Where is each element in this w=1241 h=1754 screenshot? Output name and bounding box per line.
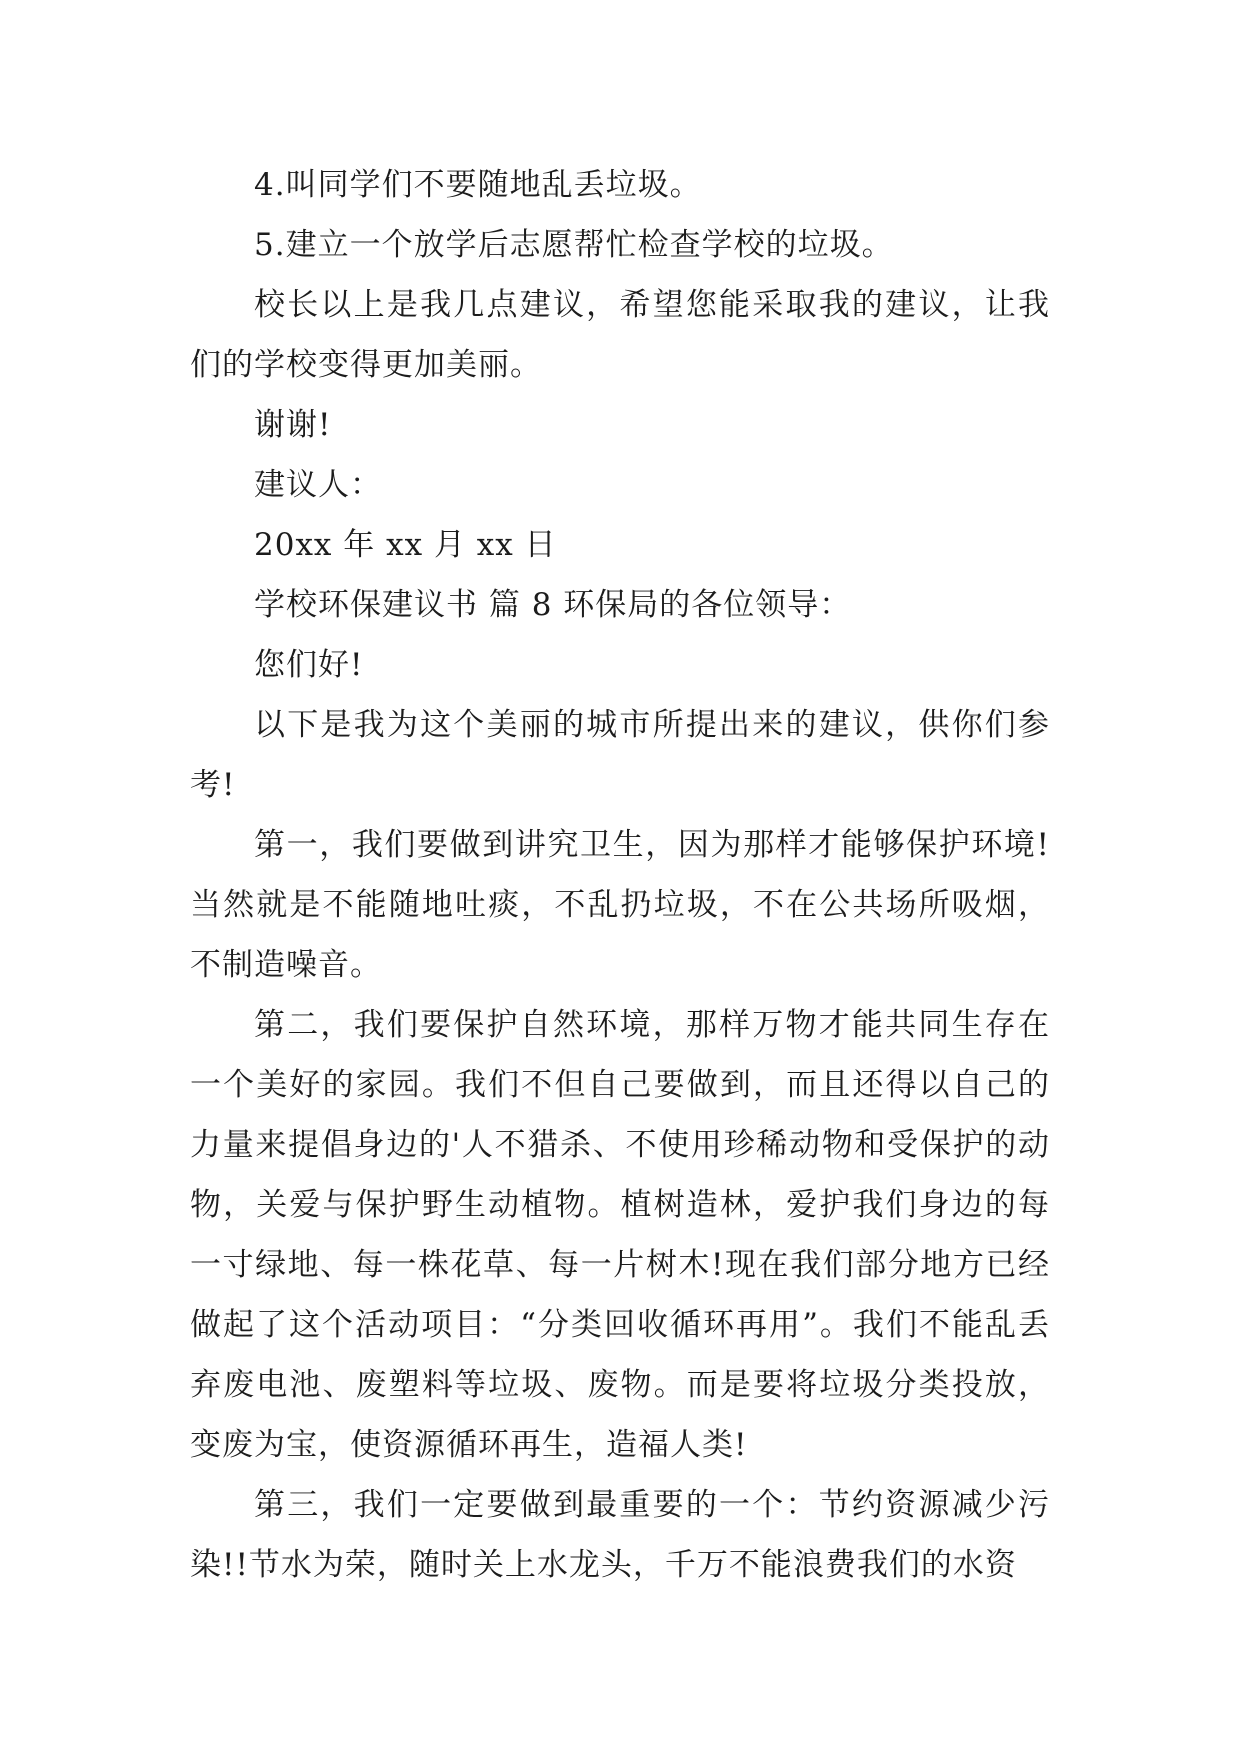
paragraph-intro: 以下是我为这个美丽的城市所提出来的建议，供你们参考! <box>190 707 1050 803</box>
paragraph-item-4: 4.叫同学们不要随地乱丢垃圾。 <box>254 167 702 203</box>
document-body <box>190 155 1050 1595</box>
paragraph-thanks: 谢谢! <box>254 407 332 443</box>
paragraph-signer: 建议人： <box>254 467 382 503</box>
paragraph-section-heading: 学校环保建议书 篇 8 环保局的各位领导： <box>254 587 852 623</box>
paragraph-point-two: 第二，我们要保护自然环境，那样万物才能共同生存在一个美好的家园。我们不但自己要做到，而且还得以自己的力量来提倡身边的'人不猎杀、不使用珍稀动物和受保护的动物，关爱与保护野生动植物。植树造林，爱护我们身边的每一寸绿地、每一株花草、每一片树木!现在我们部分地方已经做起了这个活动项目：“分类回收循环再用”。我们不能乱丢弃废电池、废塑料等垃圾、废物。而是要将垃圾分类投放，变废为宝，使资源循环再生，造福人类! <box>190 1007 1050 1463</box>
paragraph-date: 20xx 年 xx 月 xx 日 <box>254 527 557 563</box>
paragraph-greeting: 您们好! <box>254 647 364 683</box>
paragraph-item-5: 5.建立一个放学后志愿帮忙检查学校的垃圾。 <box>254 227 894 263</box>
paragraph-point-one: 第一，我们要做到讲究卫生，因为那样才能够保护环境!当然就是不能随地吐痰，不乱扔垃圾，不在公共场所吸烟，不制造噪音。 <box>190 827 1050 983</box>
paragraph-point-three: 第三，我们一定要做到最重要的一个：节约资源减少污染!!节水为荣，随时关上水龙头，千万不能浪费我们的水资 <box>190 1487 1050 1583</box>
paragraph-conclusion: 校长以上是我几点建议，希望您能采取我的建议，让我们的学校变得更加美丽。 <box>190 287 1050 383</box>
